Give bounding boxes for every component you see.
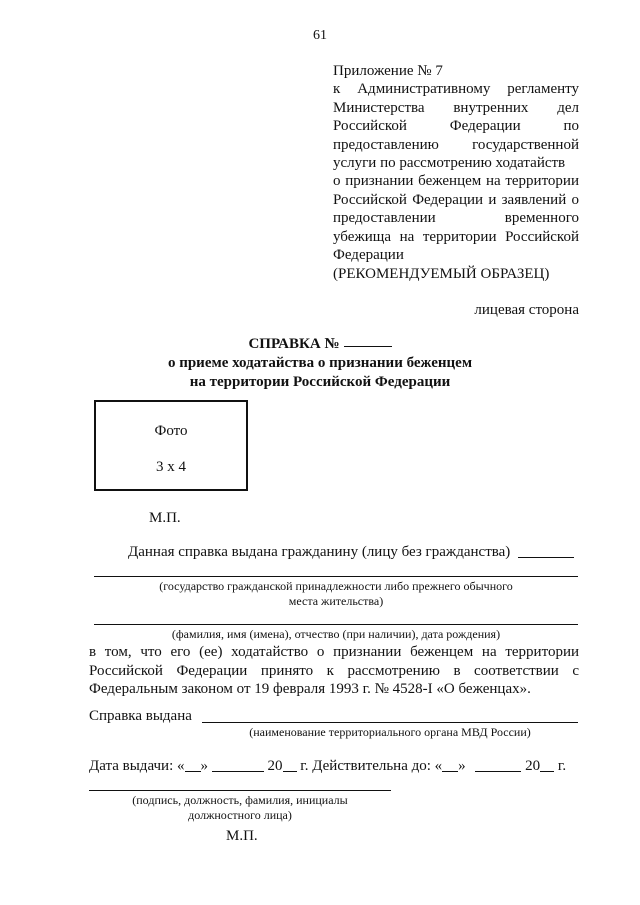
issued-to-blank[interactable] <box>518 543 574 558</box>
issued-to-label: Данная справка выдана гражданину (лицу без гражданства) <box>128 544 511 560</box>
appendix-line: Российской Федерации по <box>333 118 579 135</box>
stamp-label-bottom: М.П. <box>226 828 258 844</box>
body-line: в том, что его (ее) ходатайство о признании беженцем на территории <box>89 644 579 660</box>
appendix-line: убежища на территории Российской <box>333 228 579 245</box>
body-line: Федеральным законом от 19 февраля 1993 г. № 4528-I «О беженцах». <box>89 681 531 698</box>
appendix-line: к Административному регламенту <box>333 81 579 98</box>
photo-size: 3 х 4 <box>156 459 186 475</box>
valid-year-blank[interactable] <box>540 757 554 772</box>
appendix-line: предоставлении временного <box>333 210 579 227</box>
page-number: 61 <box>313 28 327 43</box>
year-suffix: г. <box>557 758 567 774</box>
signature-caption <box>89 793 391 823</box>
title-number-label: СПРАВКА № <box>248 336 340 352</box>
quote-close: » <box>200 758 208 774</box>
issued-by-label: Справка выдана <box>89 708 192 724</box>
valid-day-blank[interactable] <box>442 757 458 772</box>
issue-month-blank[interactable] <box>212 757 264 772</box>
year-prefix: 20 <box>267 758 283 774</box>
caption-line: должностного лица) <box>188 808 292 822</box>
year-suffix: г. <box>300 758 309 774</box>
appendix-line: предоставлению государственной <box>333 136 579 153</box>
valid-month-blank[interactable] <box>475 757 521 772</box>
signature-line[interactable] <box>89 790 391 791</box>
photo-box <box>94 400 248 491</box>
appendix-line: Приложение № 7 <box>333 63 443 79</box>
full-name-caption: (фамилия, имя (имена), отчество (при наличии), дата рождения) <box>171 627 501 641</box>
issue-day-blank[interactable] <box>185 757 201 772</box>
title-line-1 <box>0 335 640 354</box>
appendix-line: Российской Федерации и заявлений о <box>333 191 579 208</box>
issued-by-line[interactable] <box>202 722 578 723</box>
authority-caption: (наименование территориального органа МВД России) <box>249 725 531 739</box>
document-title <box>0 335 640 392</box>
caption-line: места жительства) <box>288 594 384 608</box>
appendix-line: услуги по рассмотрению ходатайств <box>333 155 566 172</box>
full-name-line[interactable] <box>94 624 578 625</box>
side-label: лицевая сторона <box>474 302 579 318</box>
issue-date-label: Дата выдачи: « <box>89 758 185 774</box>
appendix-line: Министерства внутренних дел <box>333 99 579 116</box>
body-line: Российской Федерации принято к рассмотрению в соответствии с <box>89 662 579 679</box>
certificate-number-blank[interactable] <box>344 345 392 347</box>
sample-label: (РЕКОМЕНДУЕМЫЙ ОБРАЗЕЦ) <box>333 266 550 282</box>
citizenship-caption <box>94 579 578 609</box>
stamp-label: М.П. <box>149 510 181 526</box>
title-line-3: на территории Российской Федерации <box>189 374 451 390</box>
appendix-line: о признании беженцем на территории <box>333 173 579 190</box>
quote-close: » <box>458 758 466 774</box>
appendix-header <box>333 62 579 264</box>
caption-line: (государство гражданской принадлежности либо прежнего обычного <box>159 579 513 593</box>
year-prefix: 20 <box>525 758 541 774</box>
issued-to-line <box>128 543 574 561</box>
valid-until-label: Действительна до: « <box>312 758 443 774</box>
issue-year-blank[interactable] <box>283 757 297 772</box>
appendix-line: Федерации <box>333 247 404 264</box>
body-paragraph <box>89 643 579 699</box>
caption-line: (подпись, должность, фамилия, инициалы <box>132 793 348 807</box>
dates-line <box>89 757 566 775</box>
citizenship-line[interactable] <box>94 576 578 577</box>
title-line-2: о приеме ходатайства о признании беженцем <box>167 355 473 371</box>
photo-label: Фото <box>154 423 188 439</box>
